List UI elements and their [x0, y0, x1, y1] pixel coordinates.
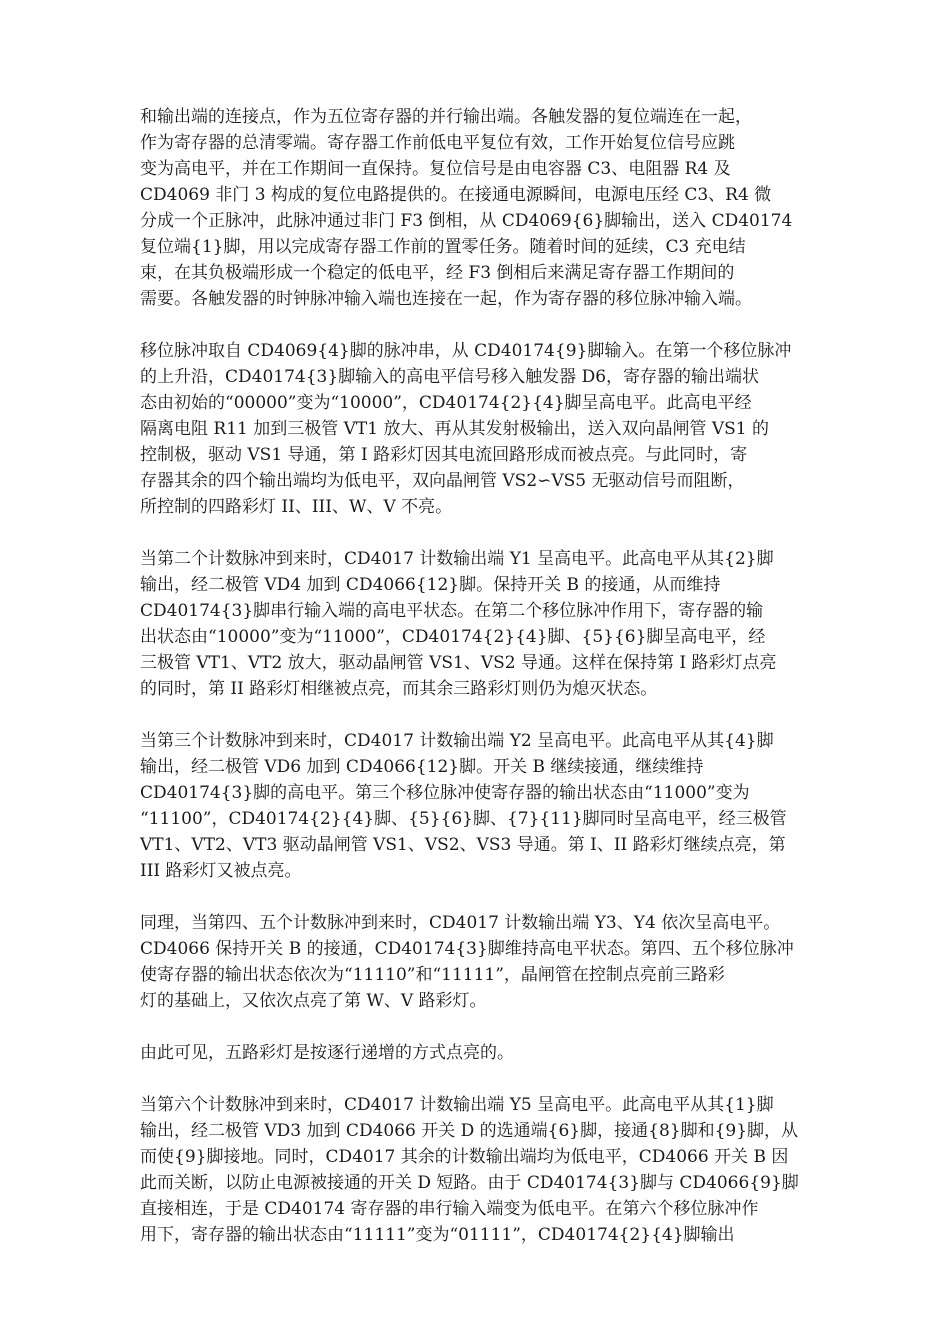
text-line: 控制极，驱动 VS1 导通，第 I 路彩灯因其电流回路形成而被点亮。与此同时，寄 — [140, 445, 748, 465]
text-line: 三极管 VT1、VT2 放大，驱动晶闸管 VS1、VS2 导通。这样在保持第 I 路彩灯点亮 — [140, 653, 777, 673]
text-line: 作为寄存器的总清零端。寄存器工作前低电平复位有效，工作开始复位信号应跳 — [140, 133, 735, 153]
text-line: 同理，当第四、五个计数脉冲到来时，CD4017 计数输出端 Y3、Y4 依次呈高电平。 — [140, 913, 781, 933]
paragraph-5 — [140, 910, 830, 1014]
text-line: 复位端{1}脚，用以完成寄存器工作前的置零任务。随着时间的延续，C3 充电结 — [140, 237, 746, 257]
text-line: 输出，经二极管 VD4 加到 CD4066{12}脚。保持开关 B 的接通，从而维持 — [140, 575, 721, 595]
text-line: 输出，经二极管 VD3 加到 CD4066 开关 D 的选通端{6}脚，接通{8}脚和{9}脚，从 — [140, 1121, 799, 1141]
text-line: 使寄存器的输出状态依次为“11110”和“11111”，晶闸管在控制点亮前三路彩 — [140, 965, 725, 985]
text-line: 出状态由“10000”变为“11000”，CD40174{2}{4}脚、{5}{6}脚呈高电平，经 — [140, 627, 766, 647]
text-line: 当第六个计数脉冲到来时，CD4017 计数输出端 Y5 呈高电平。此高电平从其{1}脚 — [140, 1095, 774, 1115]
text-line: 变为高电平，并在工作期间一直保持。复位信号是由电容器 C3、电阻器 R4 及 — [140, 159, 731, 179]
paragraph-6 — [140, 1040, 830, 1066]
text-line: 存器其余的四个输出端均为低电平，双向晶闸管 VS2∽VS5 无驱动信号而阻断， — [140, 471, 745, 491]
text-line: 输出，经二极管 VD6 加到 CD4066{12}脚。开关 B 继续接通，继续维持 — [140, 757, 704, 777]
text-line: 束，在其负极端形成一个稳定的低电平，经 F3 倒相后来满足寄存器工作期间的 — [140, 263, 735, 283]
paragraph-7 — [140, 1092, 830, 1248]
text-line: 隔离电阻 R11 加到三极管 VT1 放大、再从其发射极输出，送入双向晶闸管 VS1 的 — [140, 419, 770, 439]
text-line: 所控制的四路彩灯 II、III、W、V 不亮。 — [140, 497, 453, 517]
text-line: 移位脉冲取自 CD4069{4}脚的脉冲串，从 CD40174{9}脚输入。在第一个移位脉冲 — [140, 341, 792, 361]
document-page — [140, 104, 830, 1274]
text-line: CD4066 保持开关 B 的接通，CD40174{3}脚维持高电平状态。第四、五个移位脉冲 — [140, 939, 794, 959]
text-line: CD40174{3}脚串行输入端的高电平状态。在第二个移位脉冲作用下，寄存器的输 — [140, 601, 764, 621]
paragraph-4 — [140, 728, 830, 884]
paragraph-2 — [140, 338, 830, 520]
text-line: CD40174{3}脚的高电平。第三个移位脉冲使寄存器的输出状态由“11000”变为 — [140, 783, 750, 803]
text-line: III 路彩灯又被点亮。 — [140, 861, 302, 881]
paragraph-3 — [140, 546, 830, 702]
text-line: 态由初始的“00000”变为“10000”，CD40174{2}{4}脚呈高电平。此高电平经 — [140, 393, 752, 413]
text-line: 用下，寄存器的输出状态由“11111”变为“01111”，CD40174{2}{4}脚输出 — [140, 1225, 735, 1245]
text-line: CD4069 非门 3 构成的复位电路提供的。在接通电源瞬间，电源电压经 C3、R4 微 — [140, 185, 772, 205]
text-line: 当第二个计数脉冲到来时，CD4017 计数输出端 Y1 呈高电平。此高电平从其{2}脚 — [140, 549, 774, 569]
text-line: 分成一个正脉冲，此脉冲通过非门 F3 倒相，从 CD4069{6}脚输出，送入 CD40174 — [140, 211, 793, 231]
paragraph-1 — [140, 104, 830, 312]
text-line: 的上升沿，CD40174{3}脚输入的高电平信号移入触发器 D6，寄存器的输出端状 — [140, 367, 760, 387]
text-line: 而使{9}脚接地。同时，CD4017 其余的计数输出端均为低电平，CD4066 开关 B 因 — [140, 1147, 789, 1167]
text-line: 直接相连，于是 CD40174 寄存器的串行输入端变为低电平。在第六个移位脉冲作 — [140, 1199, 759, 1219]
text-line: 灯的基础上，又依次点亮了第 W、V 路彩灯。 — [140, 991, 487, 1011]
text-line: VT1、VT2、VT3 驱动晶闸管 VS1、VS2、VS3 导通。第 I、II 路彩灯继续点亮，第 — [140, 835, 786, 855]
text-line: 和输出端的连接点，作为五位寄存器的并行输出端。各触发器的复位端连在一起， — [140, 107, 752, 127]
text-line: 当第三个计数脉冲到来时，CD4017 计数输出端 Y2 呈高电平。此高电平从其{4}脚 — [140, 731, 774, 751]
text-line: “11100”，CD40174{2}{4}脚、{5}{6}脚、{7}{11}脚同时呈高电平，经三极管 — [140, 809, 787, 829]
text-line: 的同时，第 II 路彩灯相继被点亮，而其余三路彩灯则仍为熄灭状态。 — [140, 679, 658, 699]
text-line: 此而关断，以防止电源被接通的开关 D 短路。由于 CD40174{3}脚与 CD4066{9}脚 — [140, 1173, 799, 1193]
text-line: 由此可见，五路彩灯是按逐行递增的方式点亮的。 — [140, 1043, 514, 1063]
text-line: 需要。各触发器的时钟脉冲输入端也连接在一起，作为寄存器的移位脉冲输入端。 — [140, 289, 752, 309]
